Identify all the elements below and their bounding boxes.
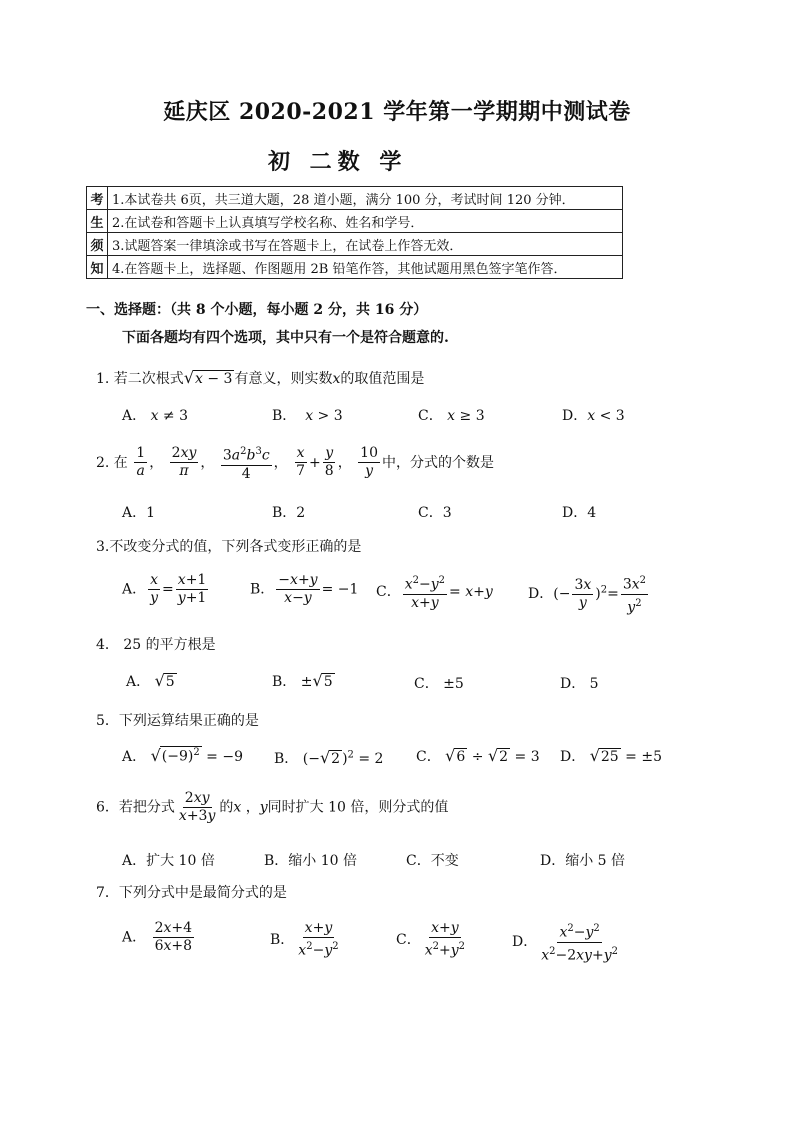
question-7-stem: 7．下列分式中是最简分式的是: [96, 885, 287, 901]
section-heading: 一、选择题：（共 8 个小题，每小题 2 分，共 16 分）: [86, 302, 428, 318]
question-4-option-a: A． √5: [126, 671, 175, 690]
question-6-option-a: A．扩大 10 倍: [122, 853, 215, 869]
question-3-option-d: D．(− $\frac{3x}{y}$ )$^2$= $\frac{3x^2}{y^2}$: [528, 572, 650, 616]
question-1-stem: 1. 若二次根式√x − 3 有意义，则实数x的取值范围是: [96, 368, 425, 387]
question-2-option-c: C．3: [418, 505, 452, 521]
notice-item: 4.在答题卡上，选择题、作图题用 2B 铅笔作答，其他试题用黑色签字笔作答．: [108, 256, 623, 279]
question-7-option-b: B． $\frac{x+y}{x^2-y^2}$: [270, 920, 339, 959]
question-2-option-d: D．4: [562, 505, 597, 521]
question-1-option-c: C． x ≥ 3: [418, 408, 485, 424]
notice-side-char: 考: [87, 187, 108, 210]
question-4-option-c: C． ±5: [414, 676, 464, 692]
question-5-stem: 5．下列运算结果正确的是: [96, 713, 259, 729]
question-2-option-b: B．2: [272, 505, 306, 521]
question-7-option-c: C． $\frac{x+y}{x^2+y^2}$: [396, 920, 466, 959]
notice-side-char: 须: [87, 233, 108, 256]
question-6-option-b: B．缩小 10 倍: [264, 853, 358, 869]
notice-box: [86, 186, 623, 279]
question-2-option-a: A．1: [122, 505, 156, 521]
question-1-option-a: A． x ≠ 3: [122, 408, 189, 424]
notice-item: 1.本试卷共 6页，共三道大题，28 道小题，满分 100 分，考试时间 120 分钟．: [108, 187, 623, 210]
question-5-option-c: C． √6 ÷ √2 = 3: [416, 746, 540, 765]
notice-item: 3.试题答案一律填涂或书写在答题卡上，在试卷上作答无效．: [108, 233, 623, 256]
question-6-stem: 6．若把分式 $\frac{2xy}{x+3y}$ 的x ，y同时扩大 10 倍，则分式的值: [96, 790, 449, 824]
question-3-stem: 3.不改变分式的值，下列各式变形正确的是: [96, 539, 362, 555]
question-5-option-d: D． √25 = ±5: [560, 746, 662, 765]
notice-side-char: 生: [87, 210, 108, 233]
question-6-option-c: C．不变: [406, 853, 459, 869]
question-2-stem: 2. 在 $\frac{1}{a}$ ， $\frac{2xy}{\pi}$ ， $\frac{3a^2b^3c}{4}$ ， $\frac{x}{7}$ + $\frac{y}{8}$ ， $\frac{10}{y}$ 中，分式的个数是: [96, 443, 494, 483]
page-title: 延庆区 2020-2021 学年第一学期期中测试卷: [163, 99, 631, 125]
question-1-option-d: D．x < 3: [562, 408, 625, 424]
notice-item: 2.在试卷和答题卡上认真填写学校名称、姓名和学号．: [108, 210, 623, 233]
question-5-option-a: A． $√(-9)^2 = -9$: [122, 746, 243, 765]
question-4-stem: 4． 25 的平方根是: [96, 637, 216, 653]
question-3-option-a: A． $\frac{x}{y}$ = $\frac{x+1}{y+1}$: [122, 572, 207, 606]
section-instruction: 下面各题均有四个选项，其中只有一个是符合题意的.: [122, 330, 449, 346]
question-1-option-b: B． x > 3: [272, 408, 343, 424]
question-7-option-a: A． $\frac{2x+4}{6x+8}$: [122, 920, 193, 954]
question-6-option-d: D．缩小 5 倍: [540, 853, 626, 869]
question-4-option-b: B． ±√5: [272, 671, 333, 690]
question-3-option-c: C． $\frac{x^2-y^2}{x+y}$ = x+y: [376, 572, 493, 612]
question-3-option-b: B． $\frac{-x+y}{x-y}$ = −1: [250, 572, 359, 606]
question-5-option-b: B． (−√2 )$^2$ = 2: [274, 748, 384, 767]
question-7-option-d: D． $\frac{x^2-y^2}{x^2-2xy+y^2}$: [512, 920, 622, 964]
page-subtitle: 初 二数 学: [268, 149, 408, 175]
notice-side-char: 知: [87, 256, 108, 279]
question-4-option-d: D． 5: [560, 676, 599, 692]
